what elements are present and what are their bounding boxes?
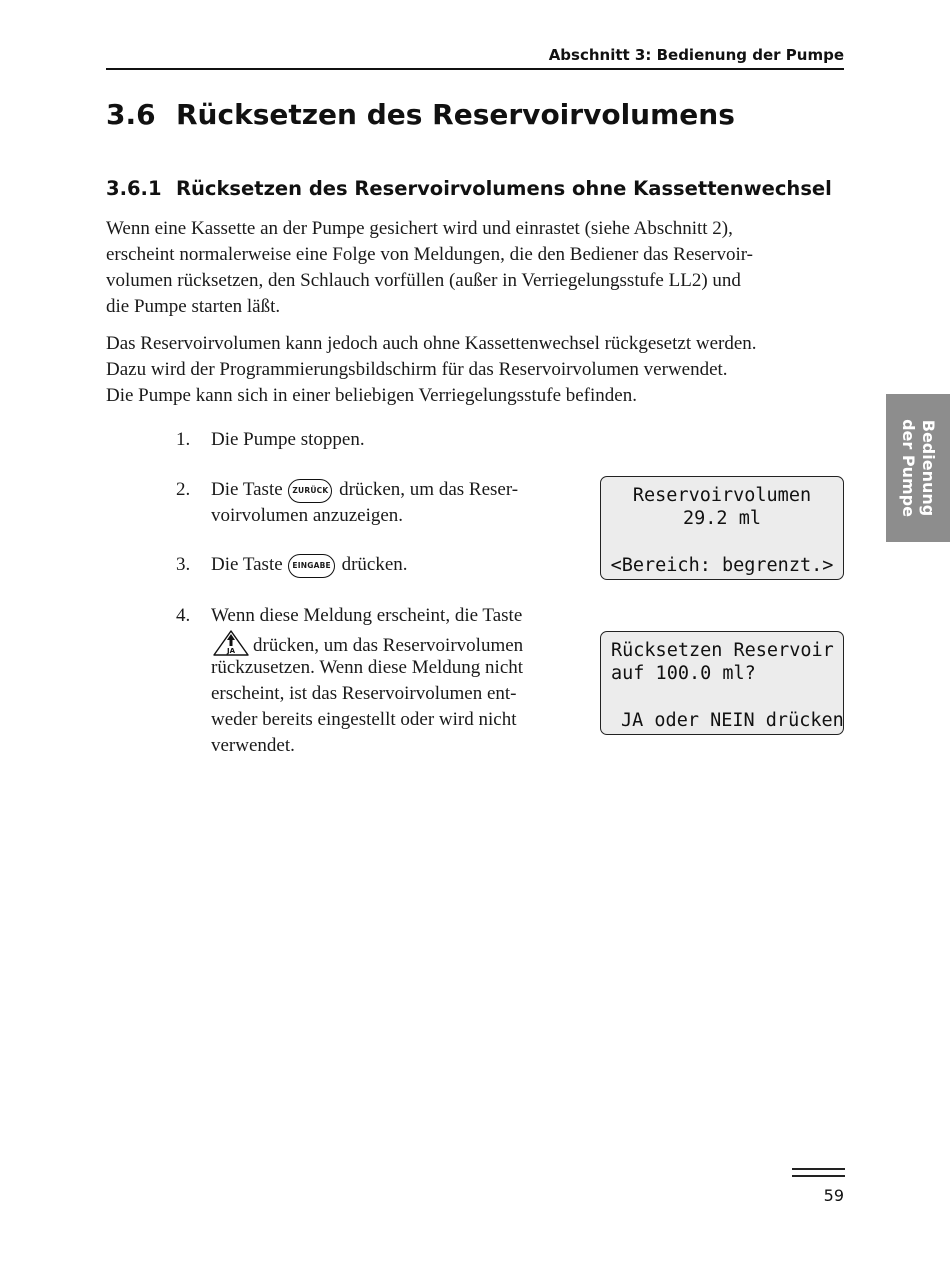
lcd-display-reset-prompt — [600, 631, 844, 735]
lcd-line: Reservoirvolumen — [632, 485, 812, 506]
footer-rule — [792, 1175, 845, 1177]
section-number: 3.6 — [106, 98, 156, 131]
running-header: Abschnitt 3: Bedienung der Pumpe — [548, 46, 844, 64]
step-number: 1. — [176, 429, 191, 450]
paragraph-reset — [106, 331, 846, 409]
text-line: Wenn eine Kassette an der Pumpe gesichert wird und einrastet (siehe Abschnitt 2), — [106, 218, 733, 239]
step-number: 2. — [176, 479, 191, 500]
text-line: die Pumpe starten läßt. — [106, 296, 281, 317]
step-text-continued: erscheint, ist das Reservoirvolumen ent- — [211, 683, 517, 704]
chapter-side-tab — [886, 394, 950, 542]
lcd-line: JA oder NEIN drücken — [621, 710, 844, 731]
page-number: 59 — [823, 1186, 844, 1205]
side-tab-line: der Pumpe — [899, 419, 918, 517]
step-text-part: Die Taste — [211, 479, 283, 500]
zurueck-key-icon: ZURÜCK — [288, 479, 332, 503]
text-line: Die Pumpe kann sich in einer beliebigen Verriegelungsstufe befinden. — [106, 385, 637, 406]
footer-rule — [792, 1168, 845, 1170]
text-line: Das Reservoirvolumen kann jedoch auch ohne Kassettenwechsel rückgesetzt werden. — [106, 333, 757, 354]
lcd-line: auf 100.0 ml? — [611, 663, 756, 684]
step-text — [211, 552, 408, 578]
step-text-part: Die Taste — [211, 554, 283, 575]
subsection-number: 3.6.1 — [106, 177, 162, 200]
text-line: erscheint normalerweise eine Folge von Meldungen, die den Bediener das Reservoir- — [106, 244, 753, 265]
lcd-display-reservoir-volume — [600, 476, 844, 580]
step-text-continued: weder bereits eingestellt oder wird nicht — [211, 709, 517, 730]
step-number: 4. — [176, 605, 191, 626]
ja-key-icon — [211, 629, 251, 657]
header-rule — [106, 68, 844, 70]
paragraph-intro — [106, 216, 846, 320]
side-tab-line: Bedienung — [919, 419, 938, 517]
step-text-continued: verwendet. — [211, 735, 295, 756]
step-text: Die Pumpe stoppen. — [211, 429, 365, 450]
side-tab-label — [898, 419, 938, 517]
lcd-line: Rücksetzen Reservoir — [611, 640, 834, 661]
lcd-line: 29.2 ml — [683, 508, 761, 529]
text-line: Dazu wird der Programmierungsbildschirm für das Reservoirvolumen verwendet. — [106, 359, 728, 380]
step-text-part: drücken, um das Reservoirvolumen — [253, 635, 524, 656]
subsection-heading — [106, 177, 832, 200]
eingabe-key-icon: EINGABE — [288, 554, 334, 578]
step-text-continued: voirvolumen anzuzeigen. — [211, 505, 404, 526]
subsection-title: Rücksetzen des Reservoirvolumens ohne Kassettenwechsel — [176, 177, 832, 200]
section-title: Rücksetzen des Reservoirvolumens — [176, 98, 735, 131]
step-text-continued: rückzusetzen. Wenn diese Meldung nicht — [211, 657, 524, 678]
step-text-part: drücken, um das Reser- — [339, 479, 519, 500]
lcd-line: <Bereich: begrenzt.> — [610, 555, 834, 576]
step-number: 3. — [176, 554, 191, 575]
ja-key-label: JA — [226, 647, 236, 655]
step-text: Wenn diese Meldung erscheint, die Taste — [211, 605, 523, 626]
step-text-part: drücken. — [341, 554, 408, 575]
section-heading — [106, 98, 735, 131]
step-text — [211, 477, 518, 503]
text-line: volumen rücksetzen, den Schlauch vorfüllen (außer in Verriegelungsstufe LL2) und — [106, 270, 741, 291]
